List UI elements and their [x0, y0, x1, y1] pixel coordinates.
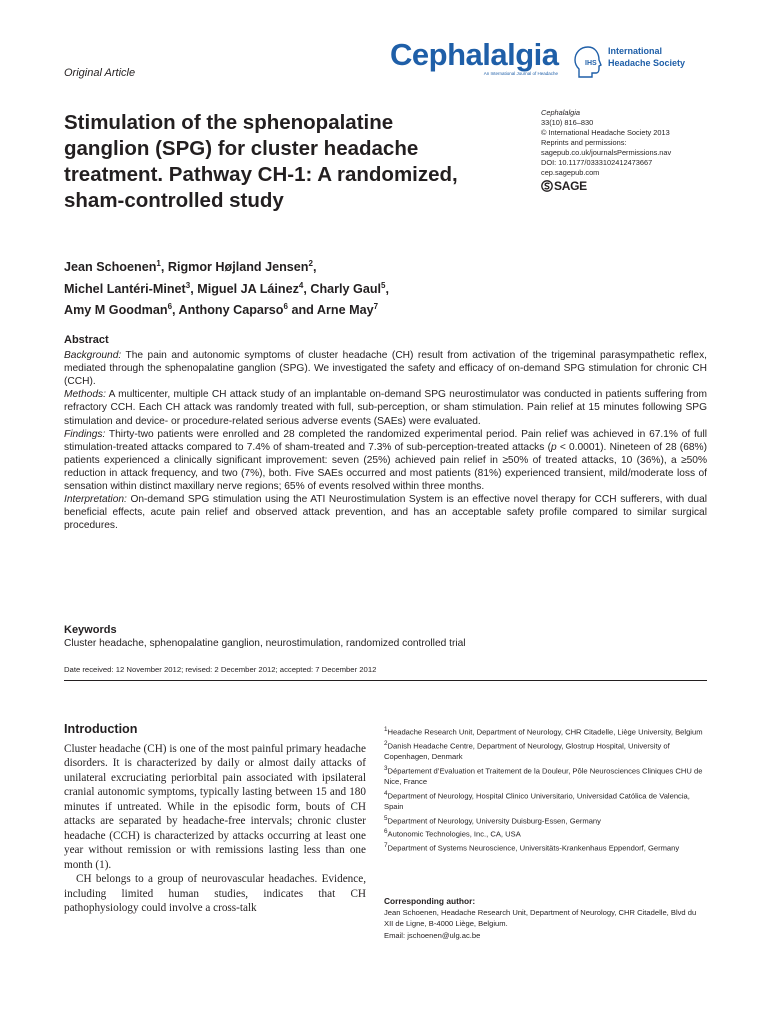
affiliation-text: Department of Neurology, Hospital Clinico Universitario, Universidad Católica de Valencia, Spain	[384, 791, 690, 812]
society-name-line1: International	[608, 46, 663, 56]
affiliation-sup: 4	[384, 789, 388, 797]
affiliation-item	[384, 826, 706, 840]
affiliations-list	[384, 724, 706, 854]
author-name: Amy M Goodman	[64, 303, 168, 318]
journal-info-site[interactable]: cep.sagepub.com	[541, 168, 600, 177]
affiliation-item	[384, 724, 706, 738]
author-affiliation-sup: 1	[156, 259, 161, 268]
affiliation-item	[384, 788, 706, 813]
affiliation-item	[384, 840, 706, 854]
corresponding-heading: Corresponding author:	[384, 896, 476, 906]
abstract-methods	[64, 388, 707, 427]
methods-text: A multicenter, multiple CH attack study of an implantable on-demand SPG neurostimulator was conducted in patients suffering from refractory CCH. Each CH attack was randomly treated with full, sub-perception, or sham stimulation. Pain relief at 15 minutes following SPG stimulation and device- or procedure-related serious adverse events (SAEs) were evaluated.	[64, 389, 707, 427]
society-logo[interactable]	[570, 44, 700, 82]
affiliation-sup: 1	[384, 726, 388, 733]
affiliation-item	[384, 763, 706, 788]
journal-info	[541, 108, 741, 192]
affiliation-text: Département d’Evaluation et Traitement de la Douleur, Pôle Neurosciences Cliniques CHU de Nice, France	[384, 766, 703, 787]
keywords-text: Cluster headache, sphenopalatine ganglion, neurostimulation, randomized controlled trial	[64, 638, 466, 649]
journal-info-reprints-url[interactable]: sagepub.co.uk/journalsPermissions.nav	[541, 148, 672, 157]
findings-text-cont: < 0.0001). Nineteen of 28 (68%) patients experienced a clinically significant improvement: seven (25%) achieved pain relief in ≥50% of treated attacks, 10 (36%), a ≥50% reduction in attack frequency, and two (7%), both. Five SAEs occurred and most patients (81%) experienced transient, mild/moderate loss of sensation within distinct maxillary nerve regions; 65% of events resolved within three months.	[64, 441, 707, 493]
affiliation-sup: 5	[384, 814, 388, 822]
submission-dates: Date received: 12 November 2012; revised: 2 December 2012; accepted: 7 December 2012	[64, 665, 377, 674]
introduction-paragraph: CH belongs to a group of neurovascular headaches. Evidence, including limited human studies, indicates that CH pathophysiology could involve a cross-talk	[64, 873, 366, 914]
journal-logo[interactable]	[390, 38, 558, 82]
author-name: Charly Gaul	[310, 281, 382, 296]
journal-name: Cephalalgia	[390, 37, 559, 72]
author-affiliation-sup: 6	[167, 302, 173, 312]
author-affiliation-sup: 2	[308, 259, 313, 268]
author-name: Anthony Caparso	[178, 303, 284, 318]
society-mark: IHS	[585, 60, 597, 67]
keywords-heading: Keywords	[64, 624, 117, 636]
author-name: Rigmor Højland Jensen	[167, 260, 309, 275]
affiliation-sup: 2	[384, 739, 388, 747]
journal-info-reprints: Reprints and permissions:	[541, 138, 627, 147]
introduction-body	[64, 742, 366, 915]
journal-tagline: An International Journal of Headache	[483, 71, 558, 76]
affiliation-text: Autonomic Technologies, Inc., CA, USA	[387, 829, 521, 839]
sage-mark-icon	[541, 180, 553, 192]
corresponding-author	[384, 896, 706, 941]
author-name: Michel Lantéri-Minet	[64, 281, 186, 296]
corresponding-email[interactable]: Email: jschoenen@ulg.ac.be	[384, 930, 481, 940]
article-type-label: Original Article	[64, 67, 136, 79]
p-value-symbol: p	[550, 441, 557, 453]
abstract-section	[64, 334, 707, 532]
abstract-findings	[64, 428, 707, 493]
head-profile-icon	[570, 44, 606, 80]
publisher-name: SAGE	[554, 179, 587, 193]
abstract-background	[64, 349, 707, 388]
journal-info-volume: 33(10) 816–830	[541, 118, 594, 127]
findings-text: Thirty-two patients were enrolled and 28 completed the randomized experimental period. Pain relief was achieved in 67.1% of full stimulation-treated attacks compared to 7.4% of sham-treated and 7.3% of sub-perception-treated attacks (	[64, 428, 707, 453]
author-name: Miguel JA Láinez	[197, 281, 299, 296]
affiliation-sup: 6	[384, 828, 388, 836]
affiliation-sup: 3	[384, 764, 388, 772]
findings-label: Findings:	[64, 428, 106, 440]
affiliation-sup: 7	[384, 842, 388, 850]
article-title: Stimulation of the sphenopalatine ganglion (SPG) for cluster headache treatment. Pathway CH-1: A randomized, sham-controlled study	[64, 111, 458, 212]
journal-info-doi[interactable]: DOI: 10.1177/0333102412473667	[541, 158, 653, 167]
introduction-paragraph: Cluster headache (CH) is one of the most painful primary headache disorders. It is characterized by daily or almost daily attacks of unilateral excruciating periorbital pain associated with ipsilateral cranial autonomic symptoms, typically lasting between 15 and 180 minutes if untreated. While in the episodic form, bouts of CH attacks are separated by headache-free intervals; chronic cluster headache (CCH) is characterized by attacks occurring at least one year without remission or with remissions lasting less than one month (1).	[64, 743, 366, 871]
affiliation-text: Headache Research Unit, Department of Neurology, CHR Citadelle, Liège University, Belgium	[387, 727, 703, 737]
publisher-logo[interactable]	[541, 180, 741, 192]
author-affiliation-sup: 4	[298, 280, 304, 290]
author-affiliation-sup: 5	[381, 280, 386, 290]
abstract-heading: Abstract	[64, 334, 109, 346]
journal-info-journal: Cephalalgia	[541, 108, 581, 117]
methods-label: Methods:	[64, 389, 106, 401]
affiliation-text: Danish Headache Centre, Department of Neurology, Glostrup Hospital, University of Copenhagen, Denmark	[384, 741, 670, 762]
author-name: Arne May	[316, 303, 374, 318]
author-list: Jean Schoenen$^1$, Rigmor Højland Jensen$^2$, Michel Lantéri-Minet$^3$, Miguel JA Láinez$^4$, Charly Gaul$^5$, Amy M Goodman$^6$, Anthony Caparso$^6$ and Arne May$^7$	[64, 259, 389, 318]
affiliation-text: Department of Systems Neuroscience, Universitäts-Krankenhaus Eppendorf, Germany	[387, 843, 680, 853]
background-label: Background:	[64, 350, 122, 362]
affiliation-item	[384, 813, 706, 827]
author-name: Jean Schoenen	[64, 260, 157, 275]
section-divider	[64, 680, 707, 681]
author-affiliation-sup: 6	[283, 302, 288, 312]
corresponding-address: Jean Schoenen, Headache Research Unit, Department of Neurology, CHR Citadelle, Blvd du XII de Ligne, B-4000 Liège, Belgium.	[384, 908, 697, 929]
affiliation-text: Department of Neurology, University Duisburg-Essen, Germany	[387, 816, 601, 826]
introduction-heading: Introduction	[64, 722, 138, 736]
author-affiliation-sup: 7	[373, 302, 379, 312]
author-affiliation-sup: 3	[185, 280, 191, 290]
background-text: The pain and autonomic symptoms of cluster headache (CH) result from activation of the trigeminal parasympathetic reflex, mediated through the sphenopalatine ganglion (SPG). We investigated the safety and efficacy of on-demand SPG stimulation for chronic CH (CCH).	[64, 350, 707, 388]
affiliation-item	[384, 738, 706, 763]
abstract-interpretation	[64, 493, 707, 532]
interpretation-label: Interpretation:	[64, 494, 127, 506]
keywords-section	[64, 623, 707, 651]
interpretation-text: On-demand SPG stimulation using the ATI Neurostimulation System is an effective novel therapy for CCH sufferers, with dual beneficial effects, acute pain relief and observed attack prevention, and has an acceptable safety profile compared to similar surgical procedures.	[64, 494, 707, 532]
society-name-line2: Headache Society	[608, 58, 686, 68]
journal-info-copyright: © International Headache Society 2013	[541, 128, 670, 137]
